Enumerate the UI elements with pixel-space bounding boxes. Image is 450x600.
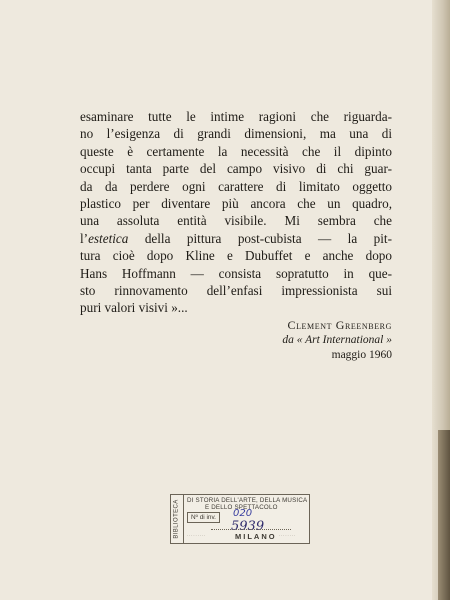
source-publication: da « Art International »: [282, 334, 392, 346]
text-line: l’estetica della pittura post-cubista — la pit-: [80, 230, 392, 246]
text-line: no l’esigenza di grandi dimensioni, ma una di: [80, 126, 392, 142]
quotation-paragraph: [80, 108, 392, 317]
stamp-line-1: DI STORIA DELL'ARTE, DELLA MUSICA: [187, 497, 308, 504]
library-stamp: [170, 494, 310, 544]
text-line: da da perdere ogni carattere di limitato oggetto: [80, 178, 392, 194]
text-line-last: puri valori visivi »...: [80, 300, 188, 316]
stamp-fine-print-right: · · · · · · · ·: [279, 534, 296, 538]
text-line: Hans Hoffmann — consista sopratutto in que-: [80, 265, 392, 281]
stamp-line-2: E DELLO SPETTACOLO: [205, 504, 278, 511]
text-line: sto rinnovamento dell’enfasi impressionista sui: [80, 283, 392, 299]
signature-block: [230, 318, 392, 363]
stamp-dotted-line: [211, 529, 291, 530]
text-line: queste è certamente la necessità che il dipinto: [80, 143, 392, 159]
stamp-city: MILANO: [235, 532, 277, 541]
stamp-inventory-label: Nº di inv.: [187, 512, 220, 523]
stamp-inventory-number: 020: [233, 508, 253, 519]
text-line: una assoluta entità visibile. Mi sembra che: [80, 213, 392, 229]
text-line: occupi tanta parte del campo visivo di chi guar-: [80, 161, 392, 177]
page-edge-dark: [438, 430, 450, 600]
stamp-handwritten-number: 5939: [231, 519, 265, 534]
italic-word: estetica: [88, 230, 129, 246]
text-line: plastico per diventare più ancora che un quadro,: [80, 196, 392, 212]
stamp-side-label: BIBLIOTECA: [171, 495, 184, 543]
author-name: Clement Greenberg: [287, 318, 392, 332]
stamp-fine-print-left: · · · · · · · · ·: [187, 534, 206, 538]
text-line: esaminare tutte le intime ragioni che riguarda-: [80, 109, 392, 124]
publication-date: maggio 1960: [331, 349, 392, 361]
text-line: tura cioè dopo Kline e Dubuffet e anche dopo: [80, 248, 392, 264]
